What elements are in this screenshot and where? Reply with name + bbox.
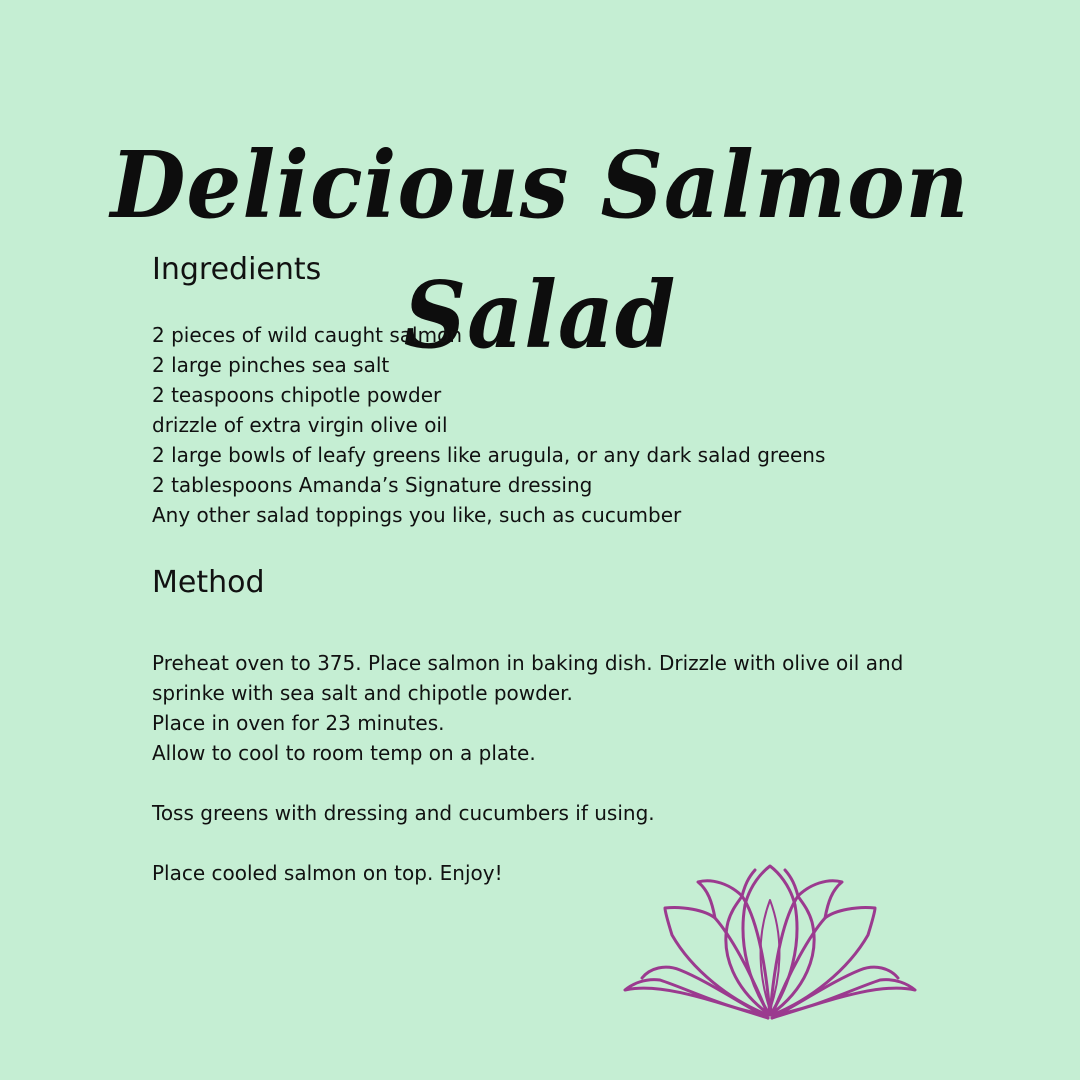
method-line: sprinke with sea salt and chipotle powder. [152, 681, 573, 705]
ingredients-list [152, 320, 972, 530]
ingredient-item: 2 teaspoons chipotle powder [152, 383, 442, 407]
ingredient-item: 2 pieces of wild caught salmon [152, 323, 462, 347]
ingredient-item: 2 tablespoons Amanda’s Signature dressing [152, 473, 593, 497]
recipe-title: Delicious Salmon Salad [110, 130, 970, 369]
lotus-icon [620, 860, 920, 1025]
method-line: Preheat oven to 375. Place salmon in baking dish. Drizzle with olive oil and [152, 651, 904, 675]
method-steps [152, 648, 972, 888]
ingredient-item: Any other salad toppings you like, such as cucumber [152, 503, 682, 527]
method-heading: Method [152, 565, 265, 600]
method-line: Toss greens with dressing and cucumbers if using. [152, 801, 655, 825]
ingredient-item: 2 large bowls of leafy greens like arugula, or any dark salad greens [152, 443, 826, 467]
ingredient-item: 2 large pinches sea salt [152, 353, 390, 377]
method-line: Place in oven for 23 minutes. [152, 711, 445, 735]
method-line: Place cooled salmon on top. Enjoy! [152, 861, 503, 885]
method-line: Allow to cool to room temp on a plate. [152, 741, 536, 765]
ingredients-heading: Ingredients [152, 252, 322, 287]
ingredient-item: drizzle of extra virgin olive oil [152, 413, 448, 437]
